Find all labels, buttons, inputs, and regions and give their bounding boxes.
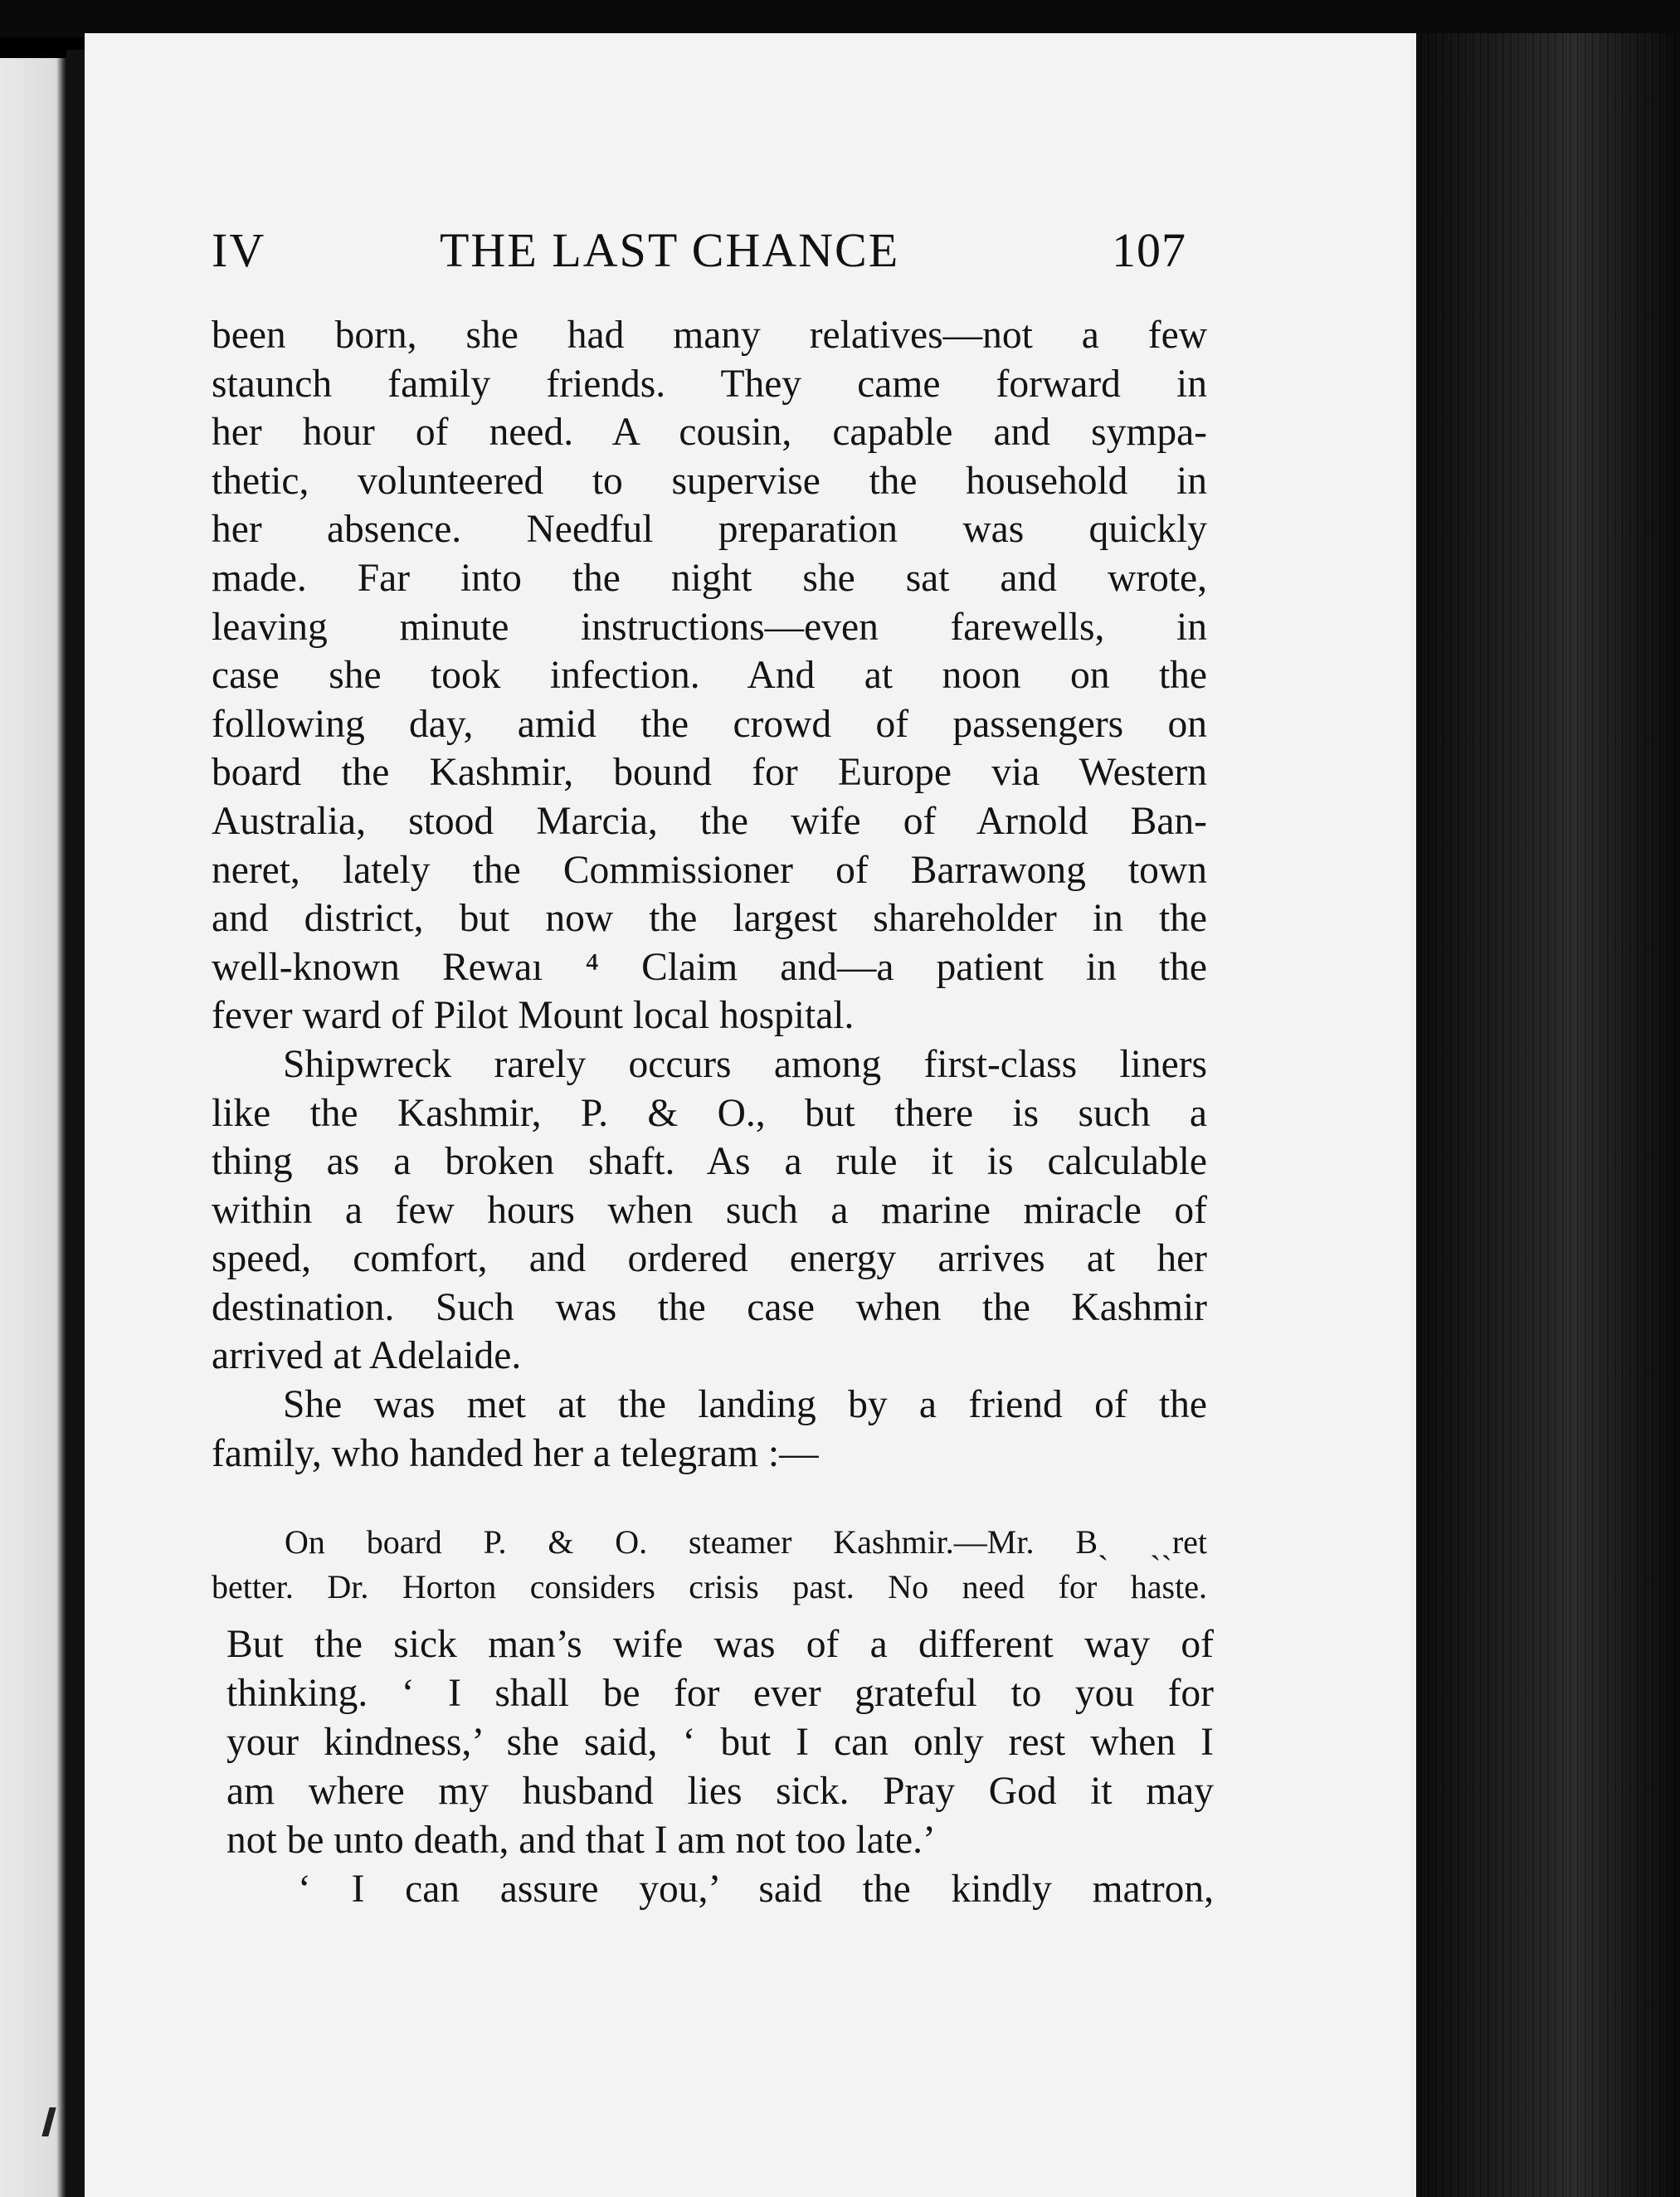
text-line: her absence. Needful preparation was quickly [212, 508, 1207, 552]
text-line: But the sick man’s wife was of a different way of [226, 1623, 1214, 1666]
text-line: fever ward of Pilot Mount local hospital. [212, 994, 855, 1038]
text-line: not be unto death, and that I am not too late.’ [226, 1819, 936, 1862]
scan-top-edge [0, 0, 1680, 37]
body-text [212, 311, 1207, 1478]
text-line: board the Kashmir, bound for Europe via Western [212, 751, 1207, 795]
text-line: thetic, volunteered to supervise the household in [212, 459, 1207, 503]
text-line: been born, she had many relatives—not a few [212, 314, 1207, 357]
text-line: following day, amid the crowd of passengers on [212, 702, 1207, 746]
running-title: THE LAST CHANCE [440, 223, 900, 277]
body-text-continued [226, 1620, 1214, 1914]
text-line: and district, but now the largest shareholder in the [212, 897, 1207, 941]
text-line: your kindness,’ she said, ‘ but I can only rest when I [226, 1721, 1214, 1764]
page-number: 107 [1112, 223, 1186, 277]
text-line: leaving minute instructions—even farewells, in [212, 605, 1207, 649]
running-head [212, 222, 1186, 289]
text-line: made. Far into the night she sat and wrote, [212, 556, 1207, 600]
text-line: staunch family friends. They came forward in [212, 362, 1207, 406]
text-line: case she took infection. And at noon on the [212, 654, 1207, 698]
text-line: thinking. ‘ I shall be for ever grateful to you for [226, 1672, 1214, 1715]
text-line: speed, comfort, and ordered energy arrives at her [212, 1237, 1207, 1281]
text-line: Australia, stood Marcia, the wife of Arnold Ban- [212, 799, 1207, 843]
text-line: am where my husband lies sick. Pray God it may [226, 1770, 1214, 1813]
text-line: thing as a broken shaft. As a rule it is calculable [212, 1140, 1207, 1184]
telegram-line: better. Dr. Horton considers crisis past. No need for haste. [212, 1568, 1207, 1605]
text-line: within a few hours when such a marine miracle of [212, 1188, 1207, 1232]
text-line: arrived at Adelaide. [212, 1334, 522, 1378]
text-line: neret, lately the Commissioner of Barrawong town [212, 848, 1207, 892]
text-line: family, who handed her a telegram :— [212, 1431, 819, 1475]
facing-page-edge [0, 58, 66, 2197]
chapter-number: IV [212, 223, 266, 277]
text-line: Shipwreck rarely occurs among first-class liners [283, 1042, 1207, 1086]
page-edges-shading [1416, 33, 1680, 2197]
text-line: destination. Such was the case when the Kashmir [212, 1285, 1207, 1329]
text-line: like the Kashmir, P. & O., but there is such a [212, 1091, 1207, 1135]
text-line: her hour of need. A cousin, capable and sympa- [212, 411, 1207, 455]
text-line: ‘ I can assure you,’ said the kindly matron, [298, 1868, 1214, 1911]
telegram-line: On board P. & O. steamer Kashmir.—Mr. Bˎ ˎˎret [285, 1523, 1207, 1561]
text-line: well-known Rewaı ⁴ Claim and—a patient in the [212, 945, 1207, 989]
telegram-quote [212, 1520, 1207, 1610]
text-line: She was met at the landing by a friend of the [283, 1383, 1207, 1427]
